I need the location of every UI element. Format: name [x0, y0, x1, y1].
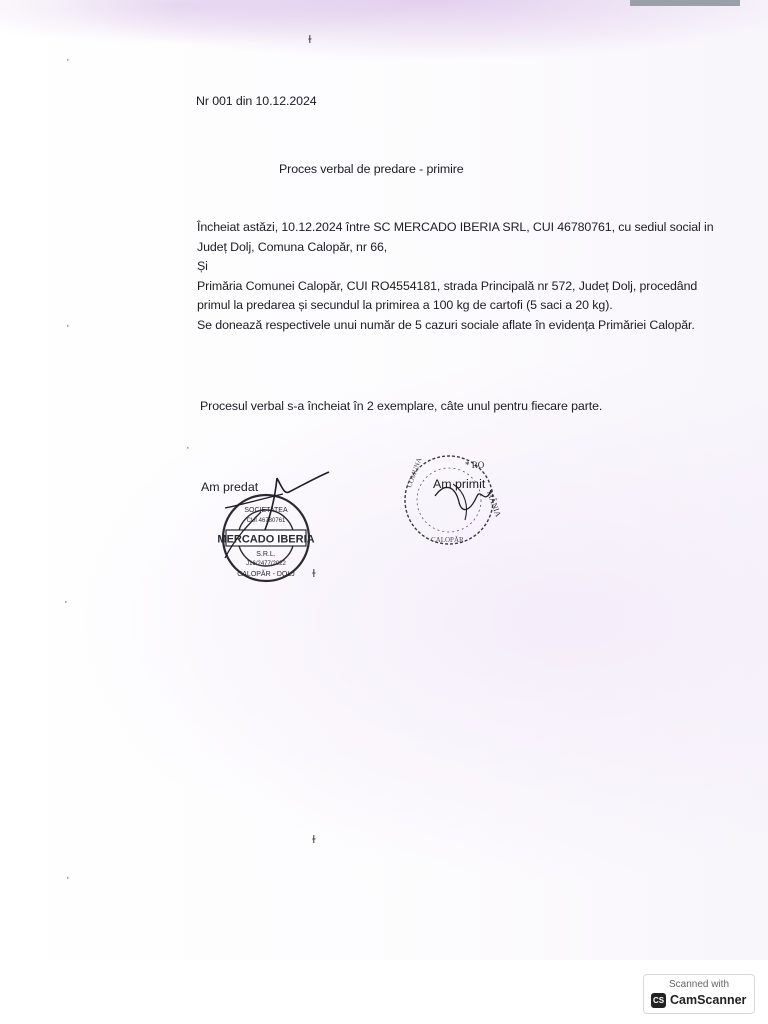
handed-over-label: Am predat: [201, 480, 259, 494]
svg-text:CALOPĂR: CALOPĂR: [431, 536, 464, 544]
scan-mark: ·: [66, 872, 70, 884]
body-line: Și: [197, 259, 208, 273]
body-line: primul la predarea și secundul la primirea a 100 kg de cartofi (5 saci a 20 kg).: [197, 298, 613, 312]
left-signature: [205, 468, 335, 568]
camscanner-watermark: [643, 974, 755, 1014]
scan-mark: ·: [64, 596, 68, 608]
body-line: Primăria Comunei Calopăr, CUI RO4554181, strada Principală nr 572, Județ Dolj, procedând: [197, 278, 698, 293]
body-line: Încheiat astăzi, 10.12.2024 între SC MERCADO IBERIA SRL, CUI 46780761, cu sediul social in: [197, 220, 714, 234]
svg-text:COMUNA: COMUNA: [405, 456, 424, 489]
scan-mark: ·: [186, 442, 190, 454]
svg-text:SOCIETATEA: SOCIETATEA: [244, 507, 288, 514]
svg-text:MÂNIA: MÂNIA: [485, 489, 503, 519]
scan-mark: ɫ: [312, 568, 316, 580]
document-number: Nr 001 din 10.12.2024: [196, 94, 317, 108]
body-line: Județ Dolj, Comuna Calopăr, nr 66,: [197, 239, 388, 254]
svg-text:MERCADO IBERIA: MERCADO IBERIA: [217, 533, 315, 546]
svg-text:S.R.L.: S.R.L.: [256, 551, 276, 558]
camscanner-name: CamScanner: [670, 993, 747, 1007]
svg-text:CUI 46780761: CUI 46780761: [246, 518, 286, 524]
scan-mark: ɫ: [312, 834, 316, 846]
document-title: Proces verbal de predare - primire: [279, 162, 464, 176]
scan-edge-bar: [630, 0, 740, 6]
document-body: [197, 218, 714, 335]
closing-statement: Procesul verbal s-a încheiat în 2 exemplare, câte unul pentru fiecare parte.: [200, 399, 603, 413]
scan-mark: ɫ: [308, 34, 312, 46]
svg-text:* RO: * RO: [465, 460, 485, 470]
scan-mark: ·: [66, 320, 70, 332]
received-label: Am primit: [433, 477, 486, 491]
scan-mark: ·: [66, 54, 70, 66]
svg-text:CALOPĂR - DOLJ: CALOPĂR - DOLJ: [237, 571, 295, 578]
camscanner-logo-icon: CS: [651, 993, 666, 1008]
svg-text:J16/2477/2022: J16/2477/2022: [246, 561, 286, 567]
scanned-with-text: Scanned with: [668, 979, 730, 990]
right-signature: [425, 476, 500, 526]
body-line: Se donează respectivele unui număr de 5 cazuri sociale aflate în evidența Primăriei Calopăr.: [197, 317, 695, 332]
